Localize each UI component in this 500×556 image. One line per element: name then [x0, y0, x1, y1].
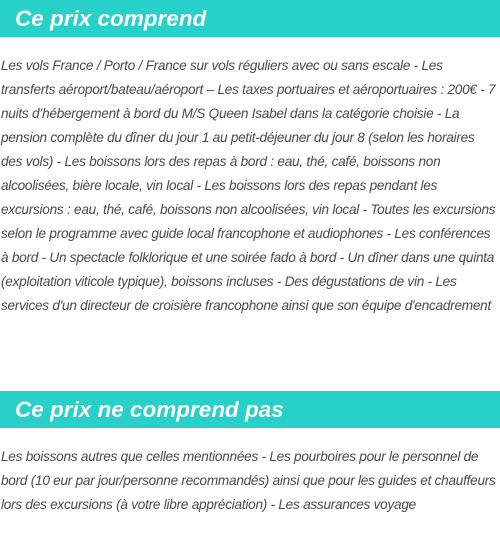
price-excludes-text: Les boissons autres que celles mentionnées - Les pourboires pour le personnel de bord (10 eur par jour/personne recommandés) ainsi que pour les guides et chauffeurs lors des excursions (à votre libre appréciation) - Les assurances voyage — [1, 449, 496, 512]
price-excludes-section — [0, 391, 500, 517]
price-includes-heading: Ce prix comprend — [0, 0, 500, 37]
price-includes-text: Les vols France / Porto / France sur vols réguliers avec ou sans escale - Les transferts aéroport/bateau/aéroport – Les taxes portuaires et aéroportuaires : 200€ - 7 nuits d’hébergement à bord du M/S Queen Isabel dans la catégorie choisie - La pension complète du dîner du jour 1 au petit-déjeuner du jour 8 (selon les horaires des vols) - Les boissons lors des repas à bord : eau, thé, café, boissons non alcoolisées, bière locale, vin local - Les boissons lors des repas pendant les excursions : eau, thé, café, boissons non alcoolisées, vin local - Toutes les excursions selon le programme avec guide local francophone et audiophones - Les conférences à bord - Un spectacle folklorique et une soirée fado à bord - Un dîner dans une quinta (exploitation viticole typique), boissons incluses - Des dégustations de vin - Les services d'un directeur de croisière francophone ainsi que son équipe d'encadrement — [1, 58, 496, 313]
price-excludes-heading: Ce prix ne comprend pas — [0, 391, 500, 428]
